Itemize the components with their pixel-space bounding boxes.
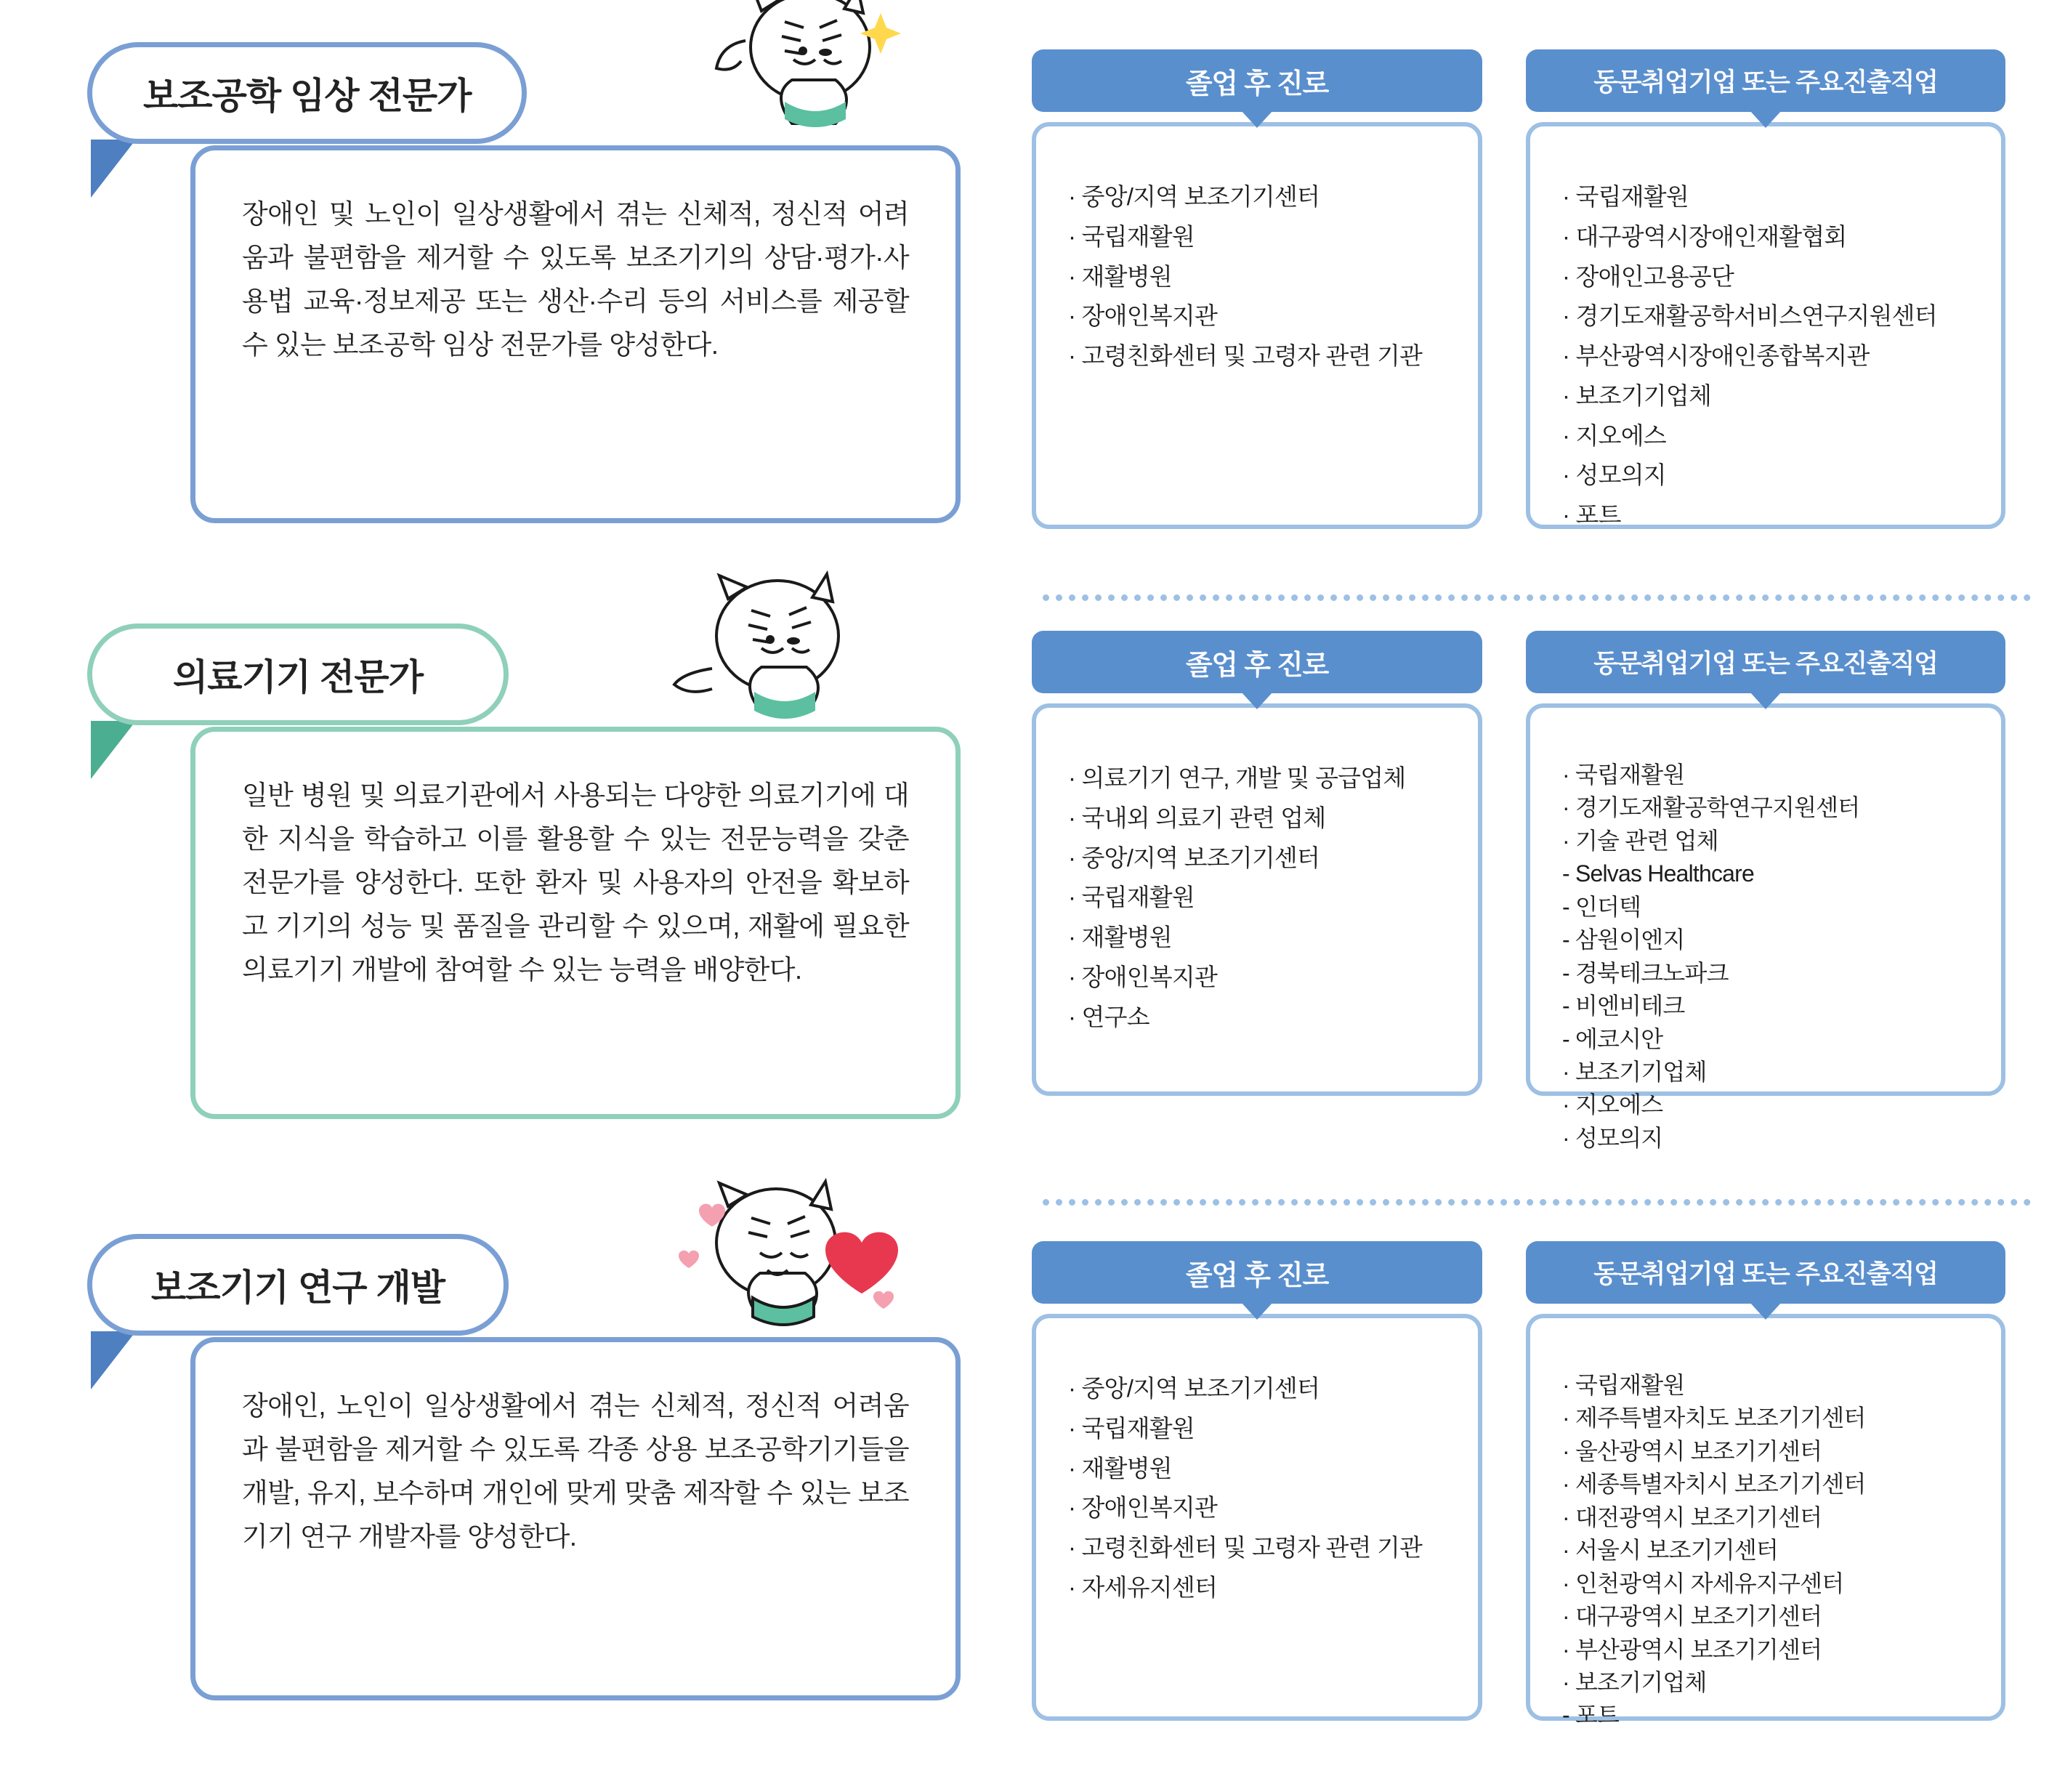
list-item: · 중앙/지역 보조기기센터 [1068, 1375, 1320, 1402]
left-block [0, 581, 1032, 1192]
column-header: 졸업 후 진로 [1032, 631, 1482, 693]
column-body [1032, 122, 1482, 529]
list-item: - 비엔비테크 [1562, 993, 1685, 1020]
list-item: · 의료기기 연구, 개발 및 공급업체 [1068, 764, 1406, 791]
role-description-card [190, 145, 961, 523]
list-item: · 국내외 의료기 관련 업체 [1068, 804, 1326, 831]
list-item: · 대전광역시 보조기기센터 [1562, 1504, 1822, 1530]
column-header: 동문취업기업 또는 주요진출직업 [1526, 1241, 2005, 1304]
column-body [1032, 1314, 1482, 1721]
list-item: · 장애인복지관 [1068, 1494, 1218, 1522]
list-item: · 고령친화센터 및 고령자 관련 기관 [1068, 1534, 1423, 1562]
alumni-employers-list [1562, 177, 1976, 536]
list-item: - 인더텍 [1562, 893, 1641, 920]
section-assistive-device-rnd [0, 1192, 2057, 1788]
column-alumni-employers [1526, 631, 2005, 1192]
column-career-path [1032, 631, 1482, 1192]
list-item: · 국립재활원 [1562, 183, 1689, 210]
tiger-thumbs-up-icon [676, 0, 916, 167]
section-assistive-tech-clinical [0, 0, 2057, 581]
list-item: · 국립재활원 [1562, 1372, 1685, 1398]
list-item: · 지오에스 [1562, 421, 1666, 449]
role-title: 보조공학 임상 전문가 [143, 76, 472, 116]
list-item: · 재활병원 [1068, 262, 1172, 290]
alumni-employers-list [1562, 1369, 1976, 1732]
list-item: · 포트 [1562, 501, 1621, 529]
list-item: · 보조기기업체 [1562, 1668, 1707, 1695]
list-item: · 성모의지 [1562, 461, 1666, 489]
list-item: · 부산광역시장애인종합복지관 [1562, 342, 1870, 370]
list-item: · 보조기기업체 [1562, 1058, 1707, 1085]
list-item: · 대구광역시장애인재활협회 [1562, 222, 1847, 250]
list-item: - 포트 [1562, 1702, 1620, 1729]
column-body [1032, 703, 1482, 1096]
career-path-list [1068, 1369, 1453, 1608]
column-header: 졸업 후 진로 [1032, 1241, 1482, 1304]
pill-tail-decoration [91, 140, 136, 198]
column-alumni-employers [1526, 49, 2005, 581]
list-item: · 재활병원 [1068, 924, 1172, 951]
list-item: · 울산광역시 보조기기센터 [1562, 1437, 1822, 1464]
list-item: · 제주특별자치도 보조기기센터 [1562, 1405, 1866, 1432]
list-item: · 경기도재활공학연구지원센터 [1562, 794, 1860, 821]
column-body [1526, 1314, 2005, 1729]
column-header: 졸업 후 진로 [1032, 49, 1482, 112]
list-item: · 지오에스 [1562, 1091, 1663, 1118]
role-description-card [190, 727, 961, 1119]
column-header: 동문취업기업 또는 주요진출직업 [1526, 49, 2005, 112]
left-block [0, 0, 1032, 581]
list-item: - Selvas Healthcare [1562, 860, 1755, 887]
list-item: · 연구소 [1068, 1003, 1149, 1030]
role-description-card [190, 1337, 961, 1700]
list-item: · 중앙/지역 보조기기센터 [1068, 183, 1320, 210]
list-item: · 국립재활원 [1068, 222, 1195, 250]
role-title-pill [87, 1234, 509, 1336]
list-item: · 부산광역시 보조기기센터 [1562, 1636, 1822, 1663]
list-item: · 세종특별자치시 보조기기센터 [1562, 1471, 1866, 1498]
pill-tail-decoration [91, 721, 136, 779]
list-item: - 삼원이엔지 [1562, 927, 1685, 953]
role-title: 보조기기 연구 개발 [150, 1267, 445, 1308]
list-item: · 인천광역시 자세유지구센터 [1562, 1570, 1844, 1597]
list-item: · 국립재활원 [1068, 884, 1195, 911]
list-item: · 보조기기업체 [1562, 382, 1712, 409]
list-item: · 국립재활원 [1068, 1414, 1195, 1442]
column-alumni-employers [1526, 1241, 2005, 1788]
list-item: · 고령친화센터 및 고령자 관련 기관 [1068, 342, 1423, 370]
pill-tail-decoration [91, 1331, 136, 1389]
role-title: 의료기기 전문가 [173, 657, 423, 698]
role-description: 장애인 및 노인이 일상생활에서 겪는 신체적, 정신적 어려움과 불편함을 제거할 수 있도록 보조기기의 상담·평가·사용법 교육·정보제공 또는 생산·수리 등의 서비스를 제공할 수 있는 보조공학 임상 전문가를 양성한다. [242, 199, 909, 360]
list-item: · 국립재활원 [1562, 762, 1685, 788]
column-career-path [1032, 1241, 1482, 1788]
list-item: · 장애인복지관 [1068, 963, 1218, 990]
list-item: · 성모의지 [1562, 1124, 1663, 1151]
list-item: · 자세유지센터 [1068, 1573, 1218, 1601]
right-columns [1032, 581, 2057, 1192]
column-career-path [1032, 49, 1482, 581]
column-body [1526, 122, 2005, 529]
list-item: · 경기도재활공학서비스연구지원센터 [1562, 302, 1937, 330]
section-medical-device-expert [0, 581, 2057, 1192]
column-header: 동문취업기업 또는 주요진출직업 [1526, 631, 2005, 693]
list-item: · 장애인복지관 [1068, 302, 1218, 330]
right-columns [1032, 1192, 2057, 1788]
role-description: 장애인, 노인이 일상생활에서 겪는 신체적, 정신적 어려움과 불편함을 제거할 수 있도록 각종 상용 보조공학기기들을 개발, 유지, 보수하며 개인에 맞게 맞춤 제작할 수 있는 보조기기 연구 개발자를 양성한다. [242, 1391, 909, 1551]
list-item: · 중앙/지역 보조기기센터 [1068, 844, 1320, 871]
career-path-list [1068, 177, 1453, 376]
list-item: - 경북테크노파크 [1562, 959, 1729, 986]
role-description: 일반 병원 및 의료기관에서 사용되는 다양한 의료기기에 대한 지식을 학습하고 이를 활용할 수 있는 전문능력을 갖춘 전문가를 양성한다. 또한 환자 및 사용자의 안전을 확보하고 기기의 성능 및 품질을 관리할 수 있으며, 재활에 필요한 의료기기 개발에 참여할 수 있는 능력을 배양한다. [242, 780, 909, 985]
list-item: · 재활병원 [1068, 1454, 1172, 1482]
alumni-employers-list [1562, 759, 1976, 1155]
right-columns [1032, 0, 2057, 581]
column-body [1526, 703, 2005, 1151]
list-item: · 대구광역시 보조기기센터 [1562, 1603, 1822, 1630]
role-title-pill [87, 42, 527, 144]
left-block [0, 1192, 1032, 1788]
career-path-list [1068, 759, 1453, 1037]
list-item: · 기술 관련 업체 [1562, 827, 1718, 854]
list-item: · 장애인고용공단 [1562, 262, 1734, 290]
list-item: · 서울시 보조기기센터 [1562, 1537, 1779, 1564]
list-item: - 에코시안 [1562, 1025, 1663, 1052]
role-title-pill [87, 623, 509, 725]
